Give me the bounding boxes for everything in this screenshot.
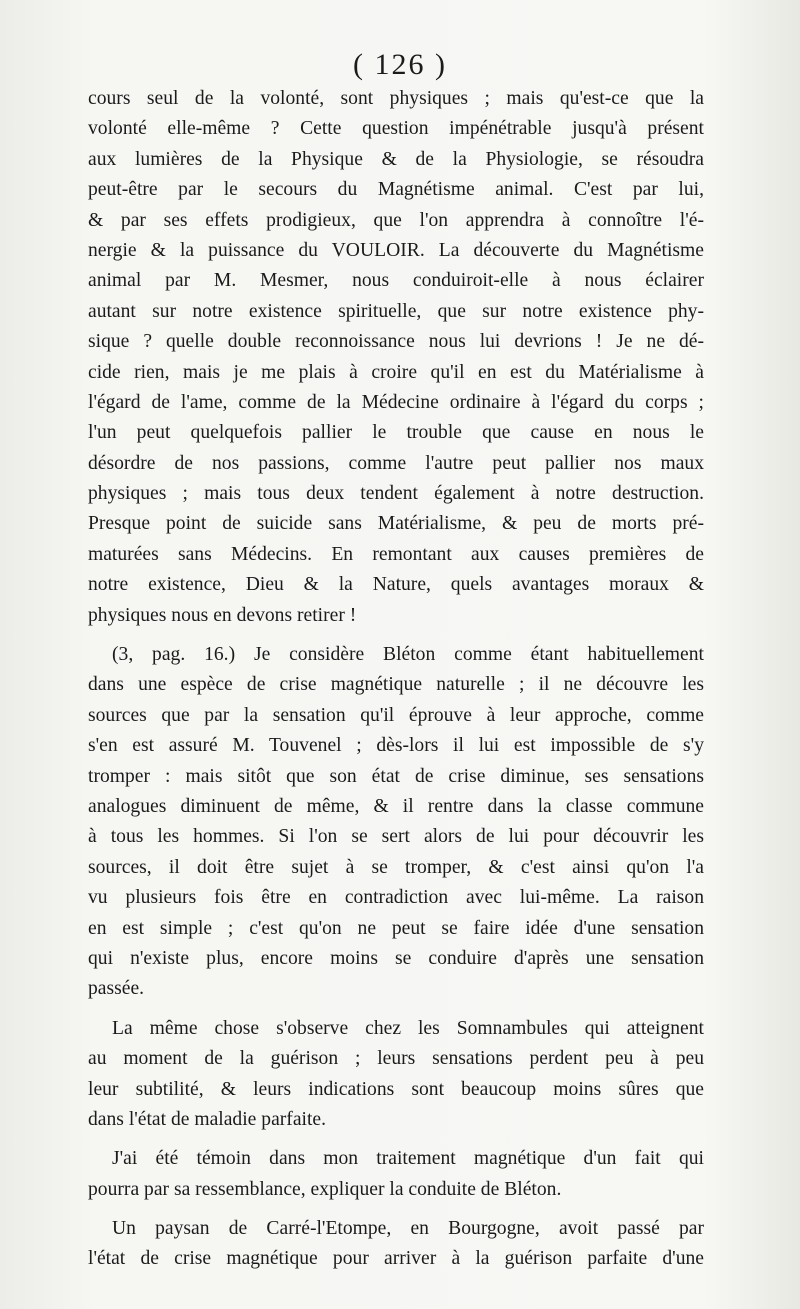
text-line: notre existence, Dieu & la Nature, quels avantages moraux & — [88, 574, 704, 596]
text-line: physiques nous en devons retirer ! — [88, 604, 357, 626]
text-line: Un paysan de Carré-l'Etompe, en Bourgogne, avoit passé par — [112, 1218, 704, 1240]
text-line: cours seul de la volonté, sont physiques ; mais qu'est-ce que la — [88, 88, 704, 109]
text-line: & par ses effets prodigieux, que l'on apprendra à connoître l'é- — [88, 209, 704, 231]
text-line: désordre de nos passions, comme l'autre peut pallier nos maux — [88, 452, 704, 474]
paragraph — [88, 1144, 704, 1205]
text-line: s'en est assuré M. Touvenel ; dès-lors il lui est impossible de s'y — [88, 735, 704, 757]
text-line: qui n'existe plus, encore moins se conduire d'après une sensation — [88, 947, 704, 969]
paragraph — [88, 84, 704, 631]
text-line: physiques ; mais tous deux tendent également à notre destruction. — [88, 483, 704, 505]
text-line: aux lumières de la Physique & de la Physiologie, se résoudra — [88, 148, 704, 170]
text-line: vu plusieurs fois être en contradiction avec lui-même. La raison — [88, 887, 704, 909]
text-line: volonté elle-même ? Cette question impénétrable jusqu'à présent — [88, 118, 704, 140]
paragraph-gap — [88, 1205, 704, 1214]
text-line: (3, pag. 16.) Je considère Bléton comme étant habituellement — [112, 644, 704, 666]
text-line: pourra par sa ressemblance, expliquer la conduite de Bléton. — [88, 1178, 562, 1200]
paragraph-gap — [88, 1005, 704, 1014]
text-line: l'un peut quelquefois pallier le trouble que cause en nous le — [88, 422, 704, 444]
paragraph — [88, 640, 704, 1005]
paragraph-gap — [88, 1135, 704, 1144]
text-line: animal par M. Mesmer, nous conduiroit-elle à nous éclairer — [88, 270, 704, 292]
text-line: l'égard de l'ame, comme de la Médecine ordinaire à l'égard du corps ; — [88, 391, 704, 413]
body-text — [88, 84, 704, 1275]
text-line: peut-être par le secours du Magnétisme animal. C'est par lui, — [88, 179, 704, 201]
text-line: Presque point de suicide sans Matérialisme, & peu de morts pré- — [88, 513, 704, 535]
paragraph — [88, 1214, 704, 1275]
paragraph — [88, 1014, 704, 1136]
page-number: ( 126 ) — [353, 48, 447, 81]
text-line: tromper : mais sitôt que son état de crise diminue, ses sensations — [88, 765, 704, 787]
text-line: analogues diminuent de même, & il rentre dans la classe commune — [88, 795, 704, 817]
text-line: maturées sans Médecins. En remontant aux causes premières de — [88, 543, 704, 565]
text-line: dans l'état de maladie parfaite. — [88, 1108, 326, 1130]
text-line: au moment de la guérison ; leurs sensations perdent peu à peu — [88, 1048, 704, 1070]
text-line: sique ? quelle double reconnoissance nous lui devrions ! Je ne dé- — [88, 331, 704, 353]
text-line: en est simple ; c'est qu'on ne peut se faire idée d'une sensation — [88, 917, 704, 939]
text-line: La même chose s'observe chez les Somnambules qui atteignent — [112, 1017, 704, 1039]
text-line: J'ai été témoin dans mon traitement magnétique d'un fait qui — [112, 1148, 704, 1170]
text-line: cide rien, mais je me plais à croire qu'il en est du Matérialisme à — [88, 361, 704, 383]
text-line: nergie & la puissance du VOULOIR. La découverte du Magnétisme — [88, 239, 704, 261]
text-line: sources, il doit être sujet à se tromper, & c'est ainsi qu'on l'a — [88, 856, 704, 878]
text-line: l'état de crise magnétique pour arriver à la guérison parfaite d'une — [88, 1248, 704, 1270]
text-line: dans une espèce de crise magnétique naturelle ; il ne découvre les — [88, 674, 704, 696]
text-line: leur subtilité, & leurs indications sont beaucoup moins sûres que — [88, 1078, 704, 1100]
text-line: autant sur notre existence spirituelle, que sur notre existence phy- — [88, 300, 704, 322]
text-line: sources que par la sensation qu'il éprouve à leur approche, comme — [88, 704, 704, 726]
paragraph-gap — [88, 631, 704, 640]
text-line: passée. — [88, 978, 145, 1000]
text-line: à tous les hommes. Si l'on se sert alors de lui pour découvrir les — [88, 826, 704, 848]
